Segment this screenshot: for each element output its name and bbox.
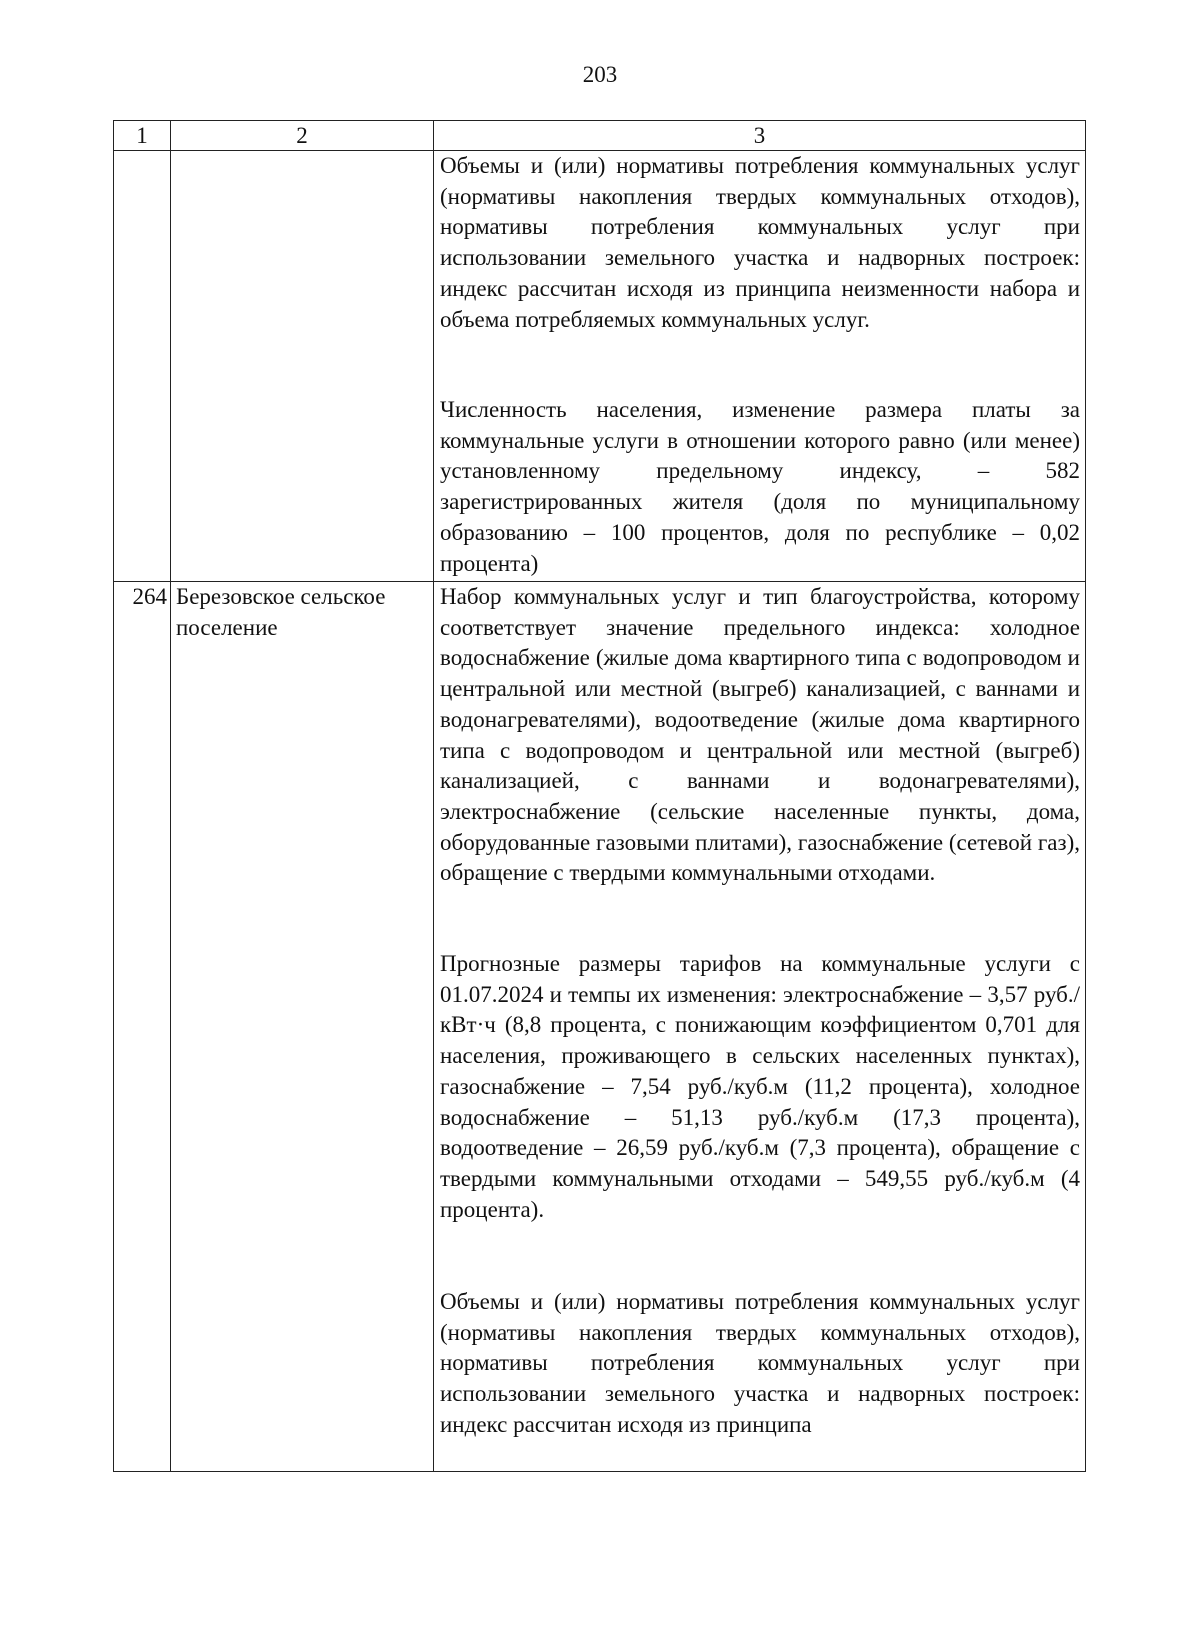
description-cell <box>434 151 1086 582</box>
description-cell <box>434 582 1086 1472</box>
page-number: 203 <box>582 62 618 87</box>
table-row <box>114 582 1086 1472</box>
table-header-row <box>114 121 1086 151</box>
paragraph: Объемы и (или) нормативы потребления коммунальных услуг (нормативы накопления твердых коммунальных отходов), нормативы потребления коммунальных услуг при использовании земельного участка и надворных построек: индекс рассчитан исходя из принципа <box>440 1289 1080 1437</box>
paragraph: Набор коммунальных услуг и тип благоустройства, которому соответствует значение предельного индекса: холодное водоснабжение (жилые дома квартирного типа с водопроводом и центральной или местной (выгреб) канализацией, с ваннами и водонагревателями), водоотведение (жилые дома квартирного типа с водопроводом и центральной или местной (выгреб) канализацией, с ваннами и водонагревателями), электроснабжение (сельские населенные пункты, дома, оборудованные газовыми плитами), газоснабжение (сетевой газ), обращение с твердыми коммунальными отходами. <box>440 584 1080 886</box>
column-header-3: 3 <box>434 121 1086 151</box>
tariff-table <box>113 120 1086 1472</box>
row-number <box>114 151 171 582</box>
table-row <box>114 151 1086 582</box>
municipality-name: Березовское сельское поселение <box>171 582 434 1472</box>
paragraph: Численность населения, изменение размера платы за коммунальные услуги в отношении которого равно (или менее) установленному предельному индексу, – 582 зарегистрированных жителя (доля по муниципальному образованию – 100 процентов, доля по республике – 0,02 процента) <box>440 397 1080 576</box>
municipality-name <box>171 151 434 582</box>
column-header-1: 1 <box>114 121 171 151</box>
row-number: 264 <box>114 582 171 1472</box>
column-header-2: 2 <box>171 121 434 151</box>
paragraph: Прогнозные размеры тарифов на коммунальные услуги с 01.07.2024 и темпы их изменения: электроснабжение – 3,57 руб./кВт·ч (8,8 процента, с понижающим коэффициентом 0,701 для населения, проживающего в сельских населенных пунктах), газоснабжение – 7,54 руб./куб.м (11,2 процента), холодное водоснабжение – 51,13 руб./куб.м (17,3 процента), водоотведение – 26,59 руб./куб.м (7,3 процента), обращение с твердыми коммунальными отходами – 549,55 руб./куб.м (4 процента). <box>440 951 1080 1222</box>
paragraph: Объемы и (или) нормативы потребления коммунальных услуг (нормативы накопления твердых коммунальных отходов), нормативы потребления коммунальных услуг при использовании земельного участка и надворных построек: индекс рассчитан исходя из принципа неизменности набора и объема потребляемых коммунальных услуг. <box>440 153 1080 332</box>
